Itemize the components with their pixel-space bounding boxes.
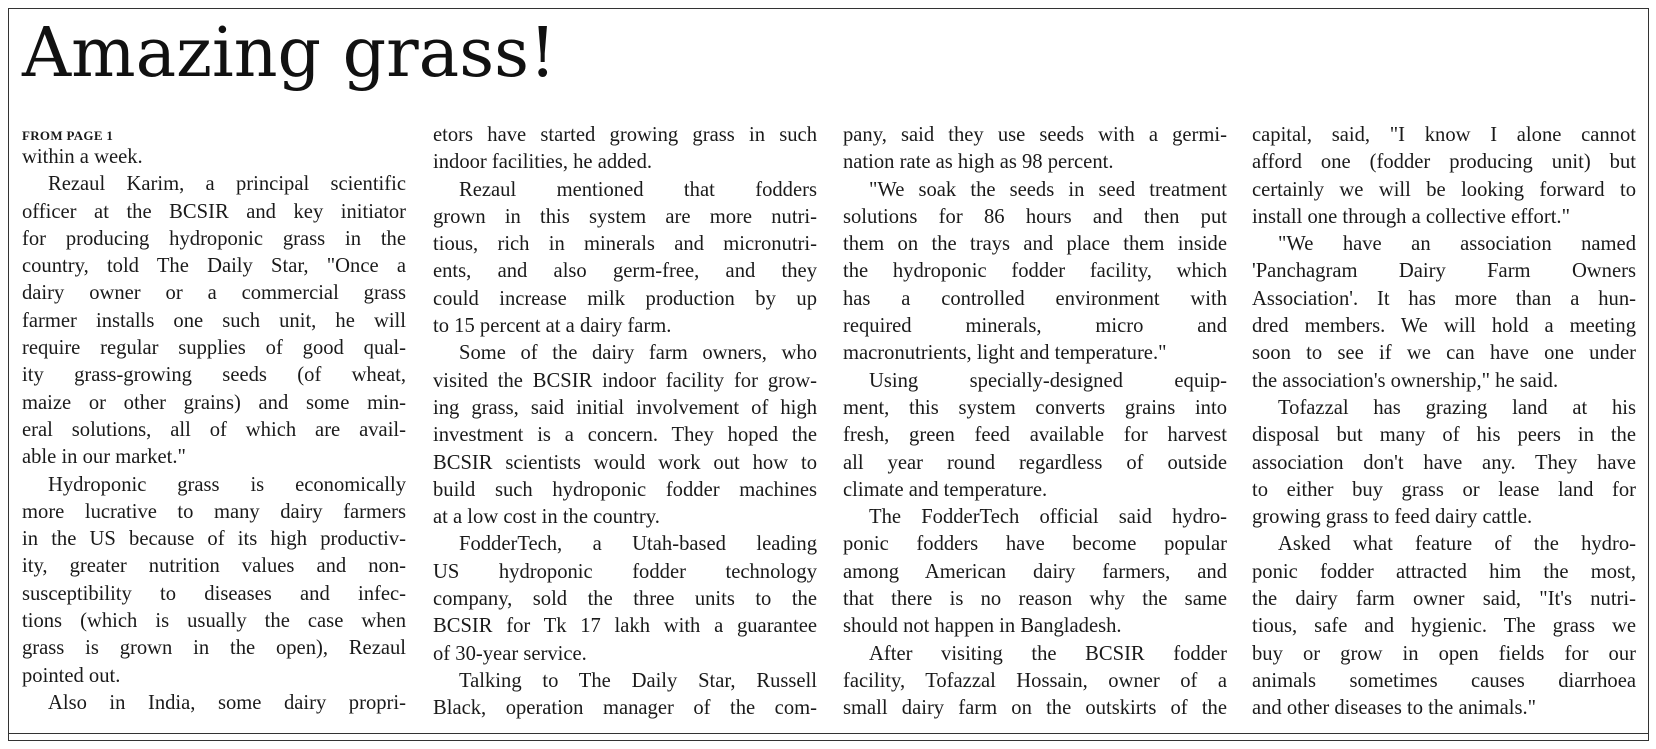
- column-3: [843, 122, 1227, 723]
- text-line: solutions for 86 hours and then put: [843, 205, 1227, 228]
- text-line: build such hydroponic fodder machines: [433, 478, 817, 501]
- text-line: ponic fodder attracted him the most,: [1252, 560, 1636, 583]
- text-line: and other diseases to the animals.": [1252, 697, 1537, 720]
- text-line: Using specially-designed equip-: [869, 369, 1227, 392]
- text-line: macronutrients, light and temperature.": [843, 342, 1167, 365]
- text-line: animals sometimes causes diarrhoea: [1252, 669, 1636, 692]
- text-line: Some of the dairy farm owners, who: [459, 342, 817, 365]
- text-line: that there is no reason why the same: [843, 588, 1227, 611]
- text-line: country, told The Daily Star, "Once a: [22, 255, 406, 278]
- text-line: ponic fodders have become popular: [843, 533, 1227, 556]
- text-line: certainly we will be looking forward to: [1252, 178, 1636, 201]
- text-line: company, sold the three units to the: [433, 588, 817, 611]
- text-line: the dairy farm owner said, "It's nutri-: [1252, 588, 1636, 611]
- column-1-text: [22, 144, 406, 717]
- text-line: tions (which is usually the case when: [22, 610, 406, 633]
- text-line: association don't have any. They have: [1252, 451, 1636, 474]
- kicker: FROM PAGE 1: [22, 128, 114, 143]
- text-line: etors have started growing grass in such: [433, 124, 817, 146]
- text-line: farmer installs one such unit, he will: [22, 309, 406, 332]
- text-line: Asked what feature of the hydro-: [1278, 533, 1636, 556]
- text-line: visited the BCSIR indoor facility for grow-: [433, 369, 817, 392]
- text-line: within a week.: [22, 146, 143, 168]
- text-line: Also in India, some dairy propri-: [48, 691, 406, 714]
- text-line: indoor facilities, he added.: [433, 151, 653, 174]
- text-line: in the US because of its high productiv-: [22, 528, 406, 551]
- text-line: The FodderTech official said hydro-: [869, 506, 1227, 529]
- text-line: nation rate as high as 98 percent.: [843, 151, 1114, 174]
- text-line: capital, said, "I know I alone cannot: [1252, 124, 1636, 146]
- text-line: afford one (fodder producing unit) but: [1252, 151, 1636, 174]
- text-line: more lucrative to many dairy farmers: [22, 500, 406, 523]
- text-line: BCSIR scientists would work out how to: [433, 451, 817, 474]
- text-line: tious, safe and hygienic. The grass we: [1252, 615, 1636, 638]
- text-line: to either buy grass or lease land for: [1252, 478, 1636, 501]
- text-line: maize or other grains) and some min-: [22, 391, 406, 414]
- text-line: "We soak the seeds in seed treatment: [869, 178, 1227, 201]
- text-line: install one through a collective effort.": [1252, 205, 1570, 228]
- text-line: officer at the BCSIR and key initiator: [22, 200, 406, 223]
- column-3-text: [843, 122, 1227, 723]
- text-line: growing grass to feed dairy cattle.: [1252, 506, 1533, 529]
- text-line: should not happen in Bangladesh.: [843, 615, 1122, 638]
- text-line: soon to see if we can have one under: [1252, 342, 1636, 365]
- text-line: has a controlled environment with: [843, 287, 1227, 310]
- text-line: required minerals, micro and: [843, 315, 1227, 338]
- text-line: grown in this system are more nutri-: [433, 205, 817, 228]
- text-line: Rezaul Karim, a principal scientific: [48, 173, 406, 196]
- text-line: at a low cost in the country.: [433, 506, 660, 529]
- text-line: all year round regardless of outside: [843, 451, 1227, 474]
- text-line: of 30-year service.: [433, 642, 587, 665]
- text-line: "We have an association named: [1278, 233, 1636, 256]
- text-line: facility, Tofazzal Hossain, owner of a: [843, 669, 1227, 692]
- text-line: Rezaul mentioned that fodders: [459, 178, 817, 201]
- bottom-rule: [8, 733, 1649, 734]
- column-4-text: [1252, 122, 1636, 723]
- headline: Amazing grass!: [22, 14, 557, 93]
- text-line: US hydroponic fodder technology: [433, 560, 817, 583]
- text-line: climate and temperature.: [843, 478, 1048, 501]
- text-line: ity grass-growing seeds (of wheat,: [22, 364, 406, 387]
- text-line: investment is a concern. They hoped the: [433, 424, 817, 447]
- text-line: dairy owner or a commercial grass: [22, 282, 406, 305]
- text-line: Tofazzal has grazing land at his: [1278, 396, 1636, 419]
- text-line: Hydroponic grass is economically: [48, 473, 406, 496]
- text-line: susceptibility to diseases and infec-: [22, 582, 406, 605]
- text-line: eral solutions, all of which are avail-: [22, 418, 406, 441]
- text-line: After visiting the BCSIR fodder: [869, 642, 1227, 665]
- text-line: 'Panchagram Dairy Farm Owners: [1252, 260, 1636, 283]
- text-line: FodderTech, a Utah-based leading: [459, 533, 817, 556]
- text-line: could increase milk production by up: [433, 287, 817, 310]
- text-line: BCSIR for Tk 17 lakh with a guarantee: [433, 615, 817, 638]
- text-line: ity, greater nutrition values and non-: [22, 555, 406, 578]
- text-line: ment, this system converts grains into: [843, 396, 1227, 419]
- text-line: Black, operation manager of the com-: [433, 697, 817, 720]
- text-line: disposal but many of his peers in the: [1252, 424, 1636, 447]
- text-line: the hydroponic fodder facility, which: [843, 260, 1227, 283]
- text-line: require regular supplies of good qual-: [22, 337, 406, 360]
- column-2-text: [433, 122, 817, 723]
- text-line: able in our market.": [22, 446, 186, 469]
- column-2: [433, 122, 817, 723]
- column-4: [1252, 122, 1636, 723]
- column-1: [22, 128, 406, 717]
- text-line: them on the trays and place them inside: [843, 233, 1227, 256]
- text-line: pany, said they use seeds with a germi-: [843, 124, 1227, 146]
- text-line: tious, rich in minerals and micronutri-: [433, 233, 817, 256]
- text-line: ents, and also germ-free, and they: [433, 260, 817, 283]
- text-line: ing grass, said initial involvement of high: [433, 396, 817, 419]
- text-line: pointed out.: [22, 664, 121, 687]
- text-line: fresh, green feed available for harvest: [843, 424, 1227, 447]
- text-line: Talking to The Daily Star, Russell: [459, 669, 817, 692]
- text-line: grass is grown in the open), Rezaul: [22, 637, 406, 660]
- text-line: to 15 percent at a dairy farm.: [433, 315, 672, 338]
- text-line: for producing hydroponic grass in the: [22, 227, 406, 250]
- text-line: Association'. It has more than a hun-: [1252, 287, 1636, 310]
- text-line: the association's ownership," he said.: [1252, 369, 1559, 392]
- text-line: dred members. We will hold a meeting: [1252, 315, 1636, 338]
- text-line: small dairy farm on the outskirts of the: [843, 697, 1227, 720]
- text-line: buy or grow in open fields for our: [1252, 642, 1636, 665]
- text-line: among American dairy farmers, and: [843, 560, 1227, 583]
